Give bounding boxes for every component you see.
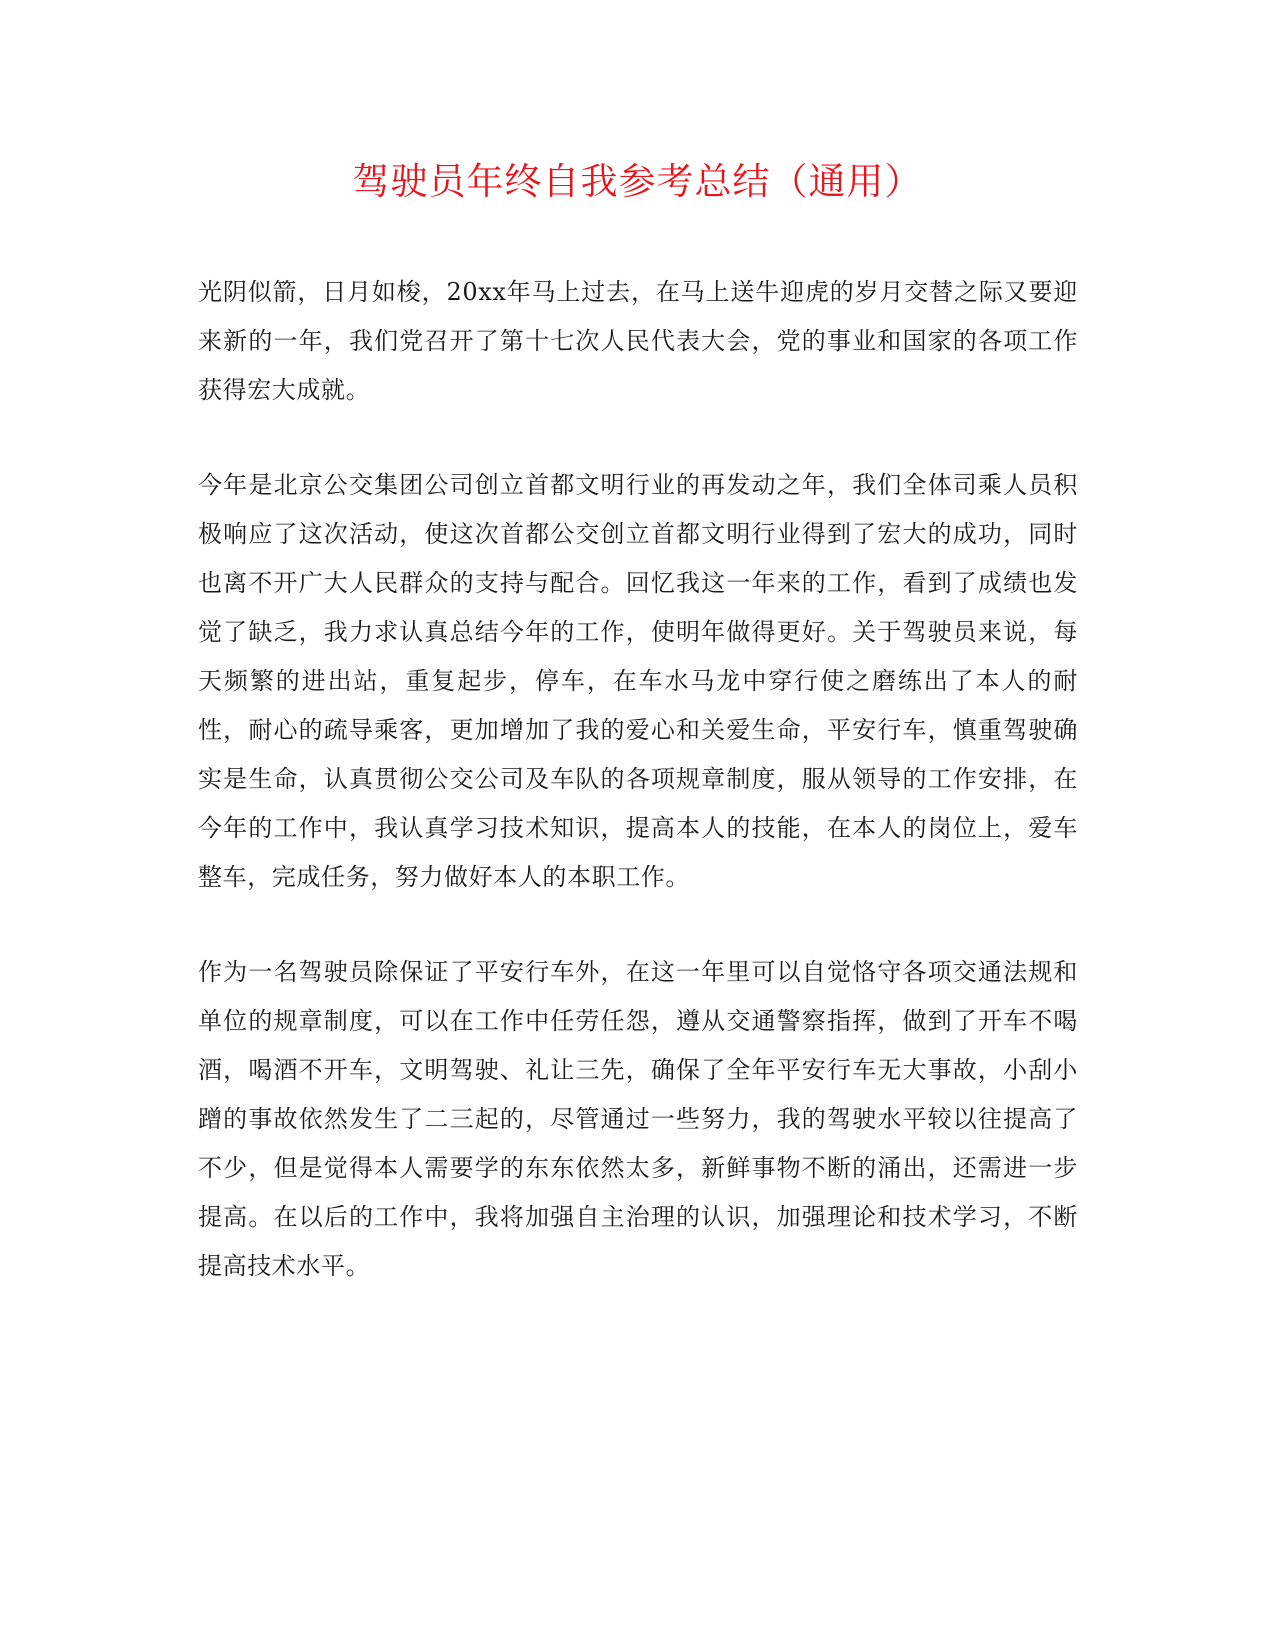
- paragraph-3: 作为一名驾驶员除保证了平安行车外，在这一年里可以自觉恪守各项交通法规和单位的规章制度，可以在工作中任劳任怨，遵从交通警察指挥，做到了开车不喝酒，喝酒不开车，文明驾驶、礼让三先，确保了全年平安行车无大事故，小刮小蹭的事故依然发生了二三起的，尽管通过一些努力，我的驾驶水平较以往提高了不少，但是觉得本人需要学的东东依然太多，新鲜事物不断的涌出，还需进一步提高。在以后的工作中，我将加强自主治理的认识，加强理论和技术学习，不断提高技术水平。: [198, 958, 1078, 1280]
- paragraph-2: 今年是北京公交集团公司创立首都文明行业的再发动之年，我们全体司乘人员积极响应了这次活动，使这次首都公交创立首都文明行业得到了宏大的成功，同时也离不开广大人民群众的支持与配合。回忆我这一年来的工作，看到了成绩也发觉了缺乏，我力求认真总结今年的工作，使明年做得更好。关于驾驶员来说，每天频繁的进出站，重复起步，停车，在车水马龙中穿行使之磨练出了本人的耐性，耐心的疏导乘客，更加增加了我的爱心和关爱生命，平安行车，慎重驾驶确实是生命，认真贯彻公交公司及车队的各项规章制度，服从领导的工作安排，在今年的工作中，我认真学习技术知识，提高本人的技能，在本人的岗位上，爱车整车，完成任务，努力做好本人的本职工作。: [198, 471, 1078, 891]
- document-title: 驾驶员年终自我参考总结（通用）: [352, 160, 923, 203]
- paragraph-1: 光阴似箭，日月如梭，20xx年马上过去，在马上送牛迎虎的岁月交替之际又要迎来新的一年，我们党召开了第十七次人民代表大会，党的事业和国家的各项工作获得宏大成就。: [198, 278, 1078, 404]
- document-body: [198, 268, 1078, 1337]
